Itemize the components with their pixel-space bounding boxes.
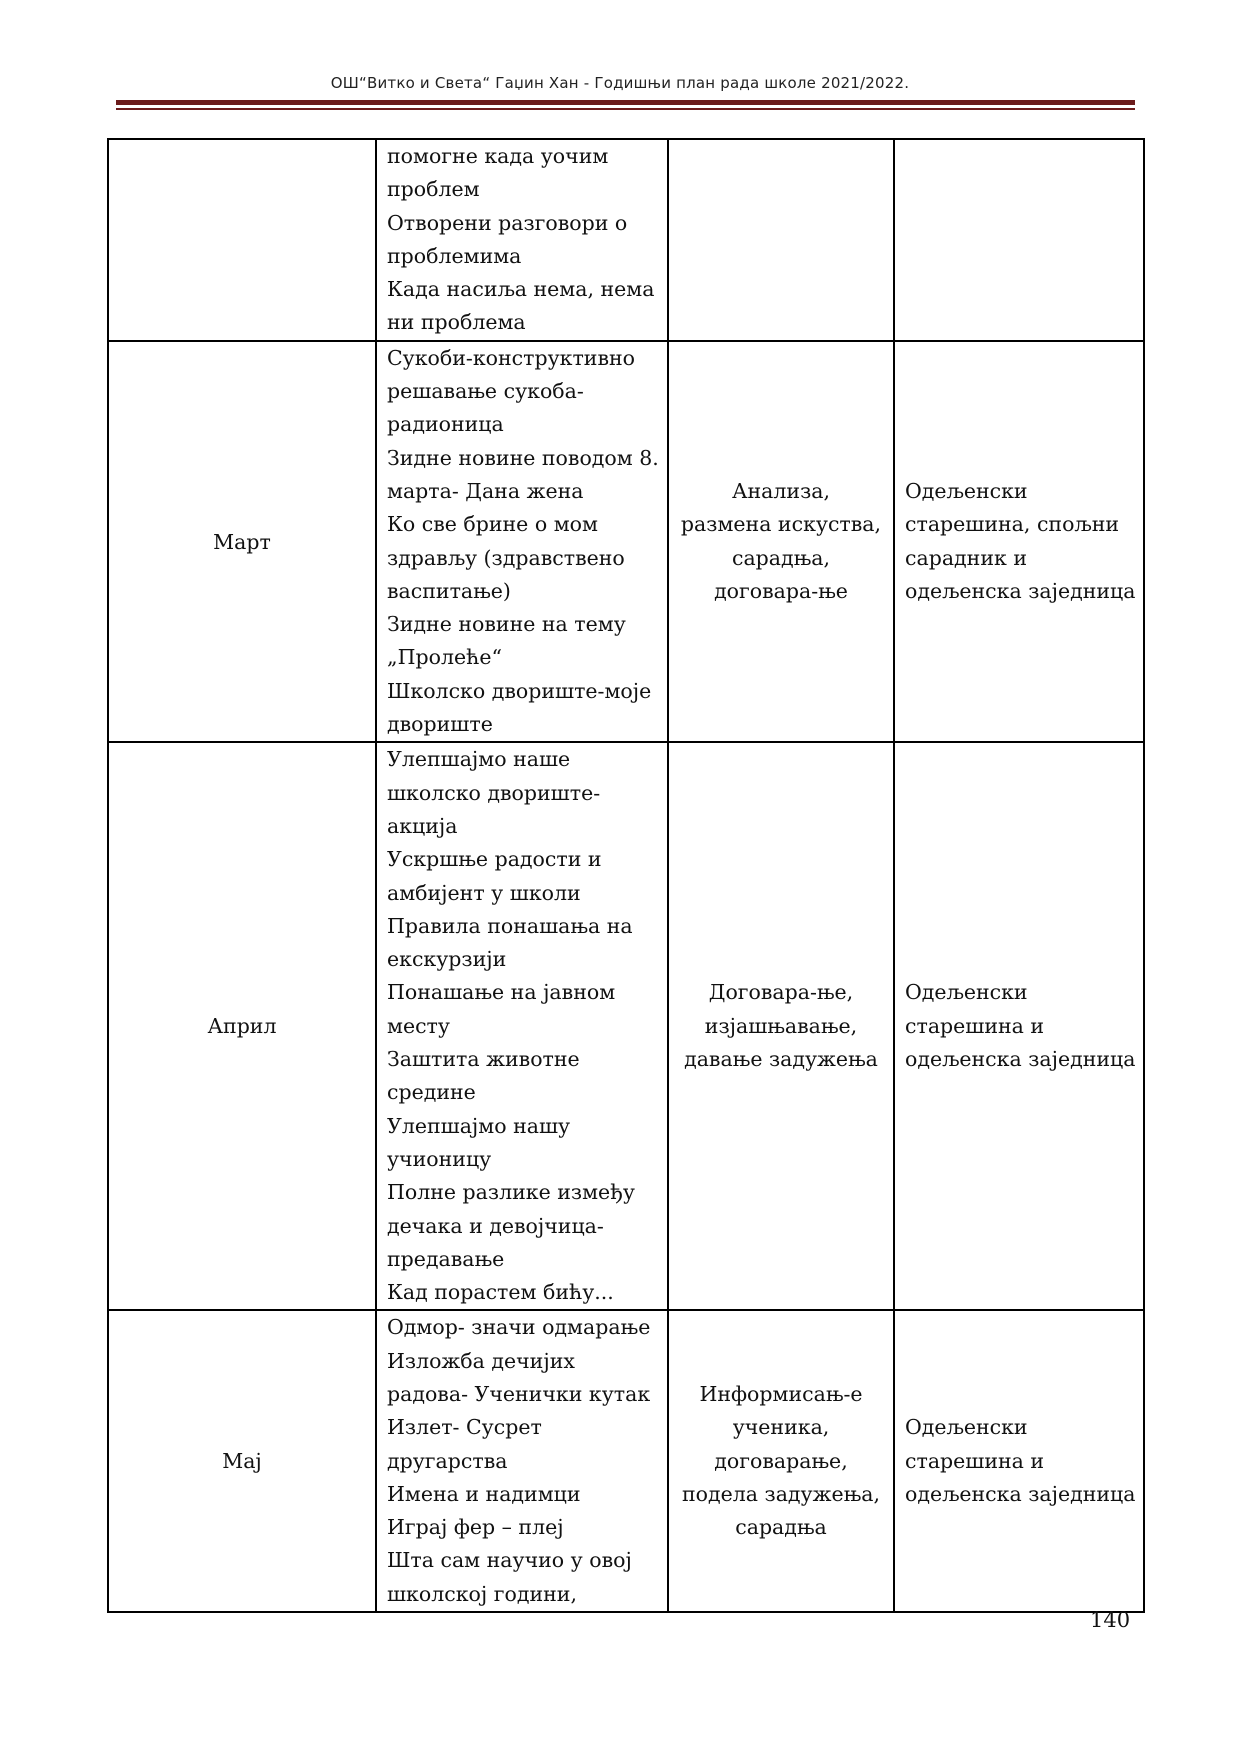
responsible-line: одељенска заједница bbox=[905, 578, 1136, 603]
month-cell: Мај bbox=[108, 1310, 376, 1612]
activities-line: другарства bbox=[387, 1448, 508, 1473]
header-rule-thin bbox=[116, 108, 1135, 110]
activities-line: предавање bbox=[387, 1246, 505, 1271]
activities-line: амбијент у школи bbox=[387, 880, 581, 905]
activities-cell bbox=[376, 742, 668, 1310]
methods-line: изјашњавање, bbox=[704, 1013, 858, 1038]
activities-line: Одмор- значи одмарање bbox=[387, 1315, 651, 1340]
activities-line: дечака и девојчица- bbox=[387, 1213, 604, 1238]
activities-line: Излет- Сусрет bbox=[387, 1415, 542, 1440]
methods-line: ученика, bbox=[732, 1415, 830, 1440]
responsible-cell bbox=[894, 1310, 1144, 1612]
activities-line: проблемима bbox=[387, 243, 522, 268]
document-header: ОШ“Витко и Света“ Гаџин Хан - Годишњи план рада школе 2021/2022. bbox=[330, 74, 910, 92]
activities-line: учионицу bbox=[387, 1146, 492, 1171]
methods-line: подела задужења, bbox=[682, 1481, 880, 1506]
activities-cell bbox=[376, 1310, 668, 1612]
activities-line: „Пролеће“ bbox=[387, 645, 502, 670]
header-rule-thick bbox=[116, 100, 1135, 105]
page-number: 140 bbox=[1090, 1608, 1131, 1632]
activities-line: решавање сукоба- bbox=[387, 379, 584, 404]
methods-line: Информисањ-е bbox=[699, 1381, 863, 1406]
responsible-cell bbox=[894, 139, 1144, 341]
methods-line: договара-ње bbox=[714, 578, 848, 603]
activities-line: васпитање) bbox=[387, 578, 511, 603]
methods-line: договарање, bbox=[714, 1448, 848, 1473]
plan-table bbox=[107, 138, 1145, 1613]
activities-line: Када насиља нема, нема bbox=[387, 277, 655, 302]
activities-line: Ко све брине о мом bbox=[387, 512, 598, 537]
responsible-line: Одељенски bbox=[905, 1415, 1028, 1440]
activities-line: месту bbox=[387, 1013, 450, 1038]
activities-line: Улепшајмо нашу bbox=[387, 1113, 571, 1138]
activities-line: здрављу (здравствено bbox=[387, 545, 625, 570]
responsible-line: Одељенски bbox=[905, 980, 1028, 1005]
activities-line: Играј фер – плеј bbox=[387, 1515, 564, 1540]
activities-line: школској години, bbox=[387, 1581, 577, 1606]
activities-line: Зидне новине на тему bbox=[387, 612, 626, 637]
responsible-line: одељенска заједница bbox=[905, 1047, 1136, 1072]
table-row bbox=[108, 139, 1144, 341]
methods-cell bbox=[668, 1310, 894, 1612]
month-cell bbox=[108, 139, 376, 341]
activities-line: проблем bbox=[387, 177, 480, 202]
table-row bbox=[108, 742, 1144, 1310]
activities-line: Сукоби-конструктивно bbox=[387, 345, 636, 370]
activities-line: Отворени разговори о bbox=[387, 210, 628, 235]
table-row bbox=[108, 1310, 1144, 1612]
methods-line: сарадња bbox=[735, 1515, 827, 1540]
table-row bbox=[108, 341, 1144, 743]
responsible-cell bbox=[894, 742, 1144, 1310]
activities-line: Ускршње радости и bbox=[387, 847, 602, 872]
activities-line: школско двориште- bbox=[387, 780, 601, 805]
activities-line: Правила понашања на bbox=[387, 913, 633, 938]
methods-cell bbox=[668, 742, 894, 1310]
activities-line: марта- Дана жена bbox=[387, 478, 584, 503]
methods-line: размена искуства, bbox=[680, 512, 882, 537]
activities-line: Полне разлике између bbox=[387, 1180, 635, 1205]
activities-line: Зидне новине поводом 8. bbox=[387, 445, 659, 470]
activities-line: Школско двориште-моје bbox=[387, 678, 652, 703]
activities-line: акција bbox=[387, 813, 458, 838]
activities-line: Шта сам научио у овој bbox=[387, 1548, 632, 1573]
activities-line: Имена и надимци bbox=[387, 1481, 581, 1506]
activities-line: двориште bbox=[387, 712, 493, 737]
activities-line: Улепшајмо наше bbox=[387, 747, 571, 772]
methods-cell bbox=[668, 139, 894, 341]
responsible-cell bbox=[894, 341, 1144, 743]
methods-line: Договара-ње, bbox=[708, 980, 854, 1005]
activities-line: ни проблема bbox=[387, 310, 526, 335]
activities-line: радова- Ученички кутак bbox=[387, 1381, 651, 1406]
activities-line: радионица bbox=[387, 412, 504, 437]
methods-line: сарадња, bbox=[731, 545, 831, 570]
activities-line: помогне када уочим bbox=[387, 144, 609, 168]
activities-cell bbox=[376, 139, 668, 341]
activities-cell bbox=[376, 341, 668, 743]
responsible-line: старешина, спољни bbox=[905, 512, 1120, 537]
responsible-line: старешина и bbox=[905, 1013, 1045, 1038]
month-cell: Април bbox=[108, 742, 376, 1310]
activities-line: Заштита животне bbox=[387, 1047, 580, 1072]
activities-line: Кад порастем бићу... bbox=[387, 1280, 614, 1305]
activities-line: Изложба дечијих bbox=[387, 1348, 575, 1373]
responsible-line: одељенска заједница bbox=[905, 1481, 1136, 1506]
methods-line: Анализа, bbox=[731, 478, 830, 503]
activities-line: средине bbox=[387, 1080, 476, 1105]
responsible-line: сарадник и bbox=[905, 545, 1027, 570]
activities-line: екскурзији bbox=[387, 947, 507, 972]
month-cell: Март bbox=[108, 341, 376, 743]
methods-line: давање задужења bbox=[684, 1047, 878, 1072]
responsible-line: старешина и bbox=[905, 1448, 1045, 1473]
activities-line: Понашање на јавном bbox=[387, 980, 616, 1005]
methods-cell bbox=[668, 341, 894, 743]
responsible-line: Одељенски bbox=[905, 478, 1028, 503]
